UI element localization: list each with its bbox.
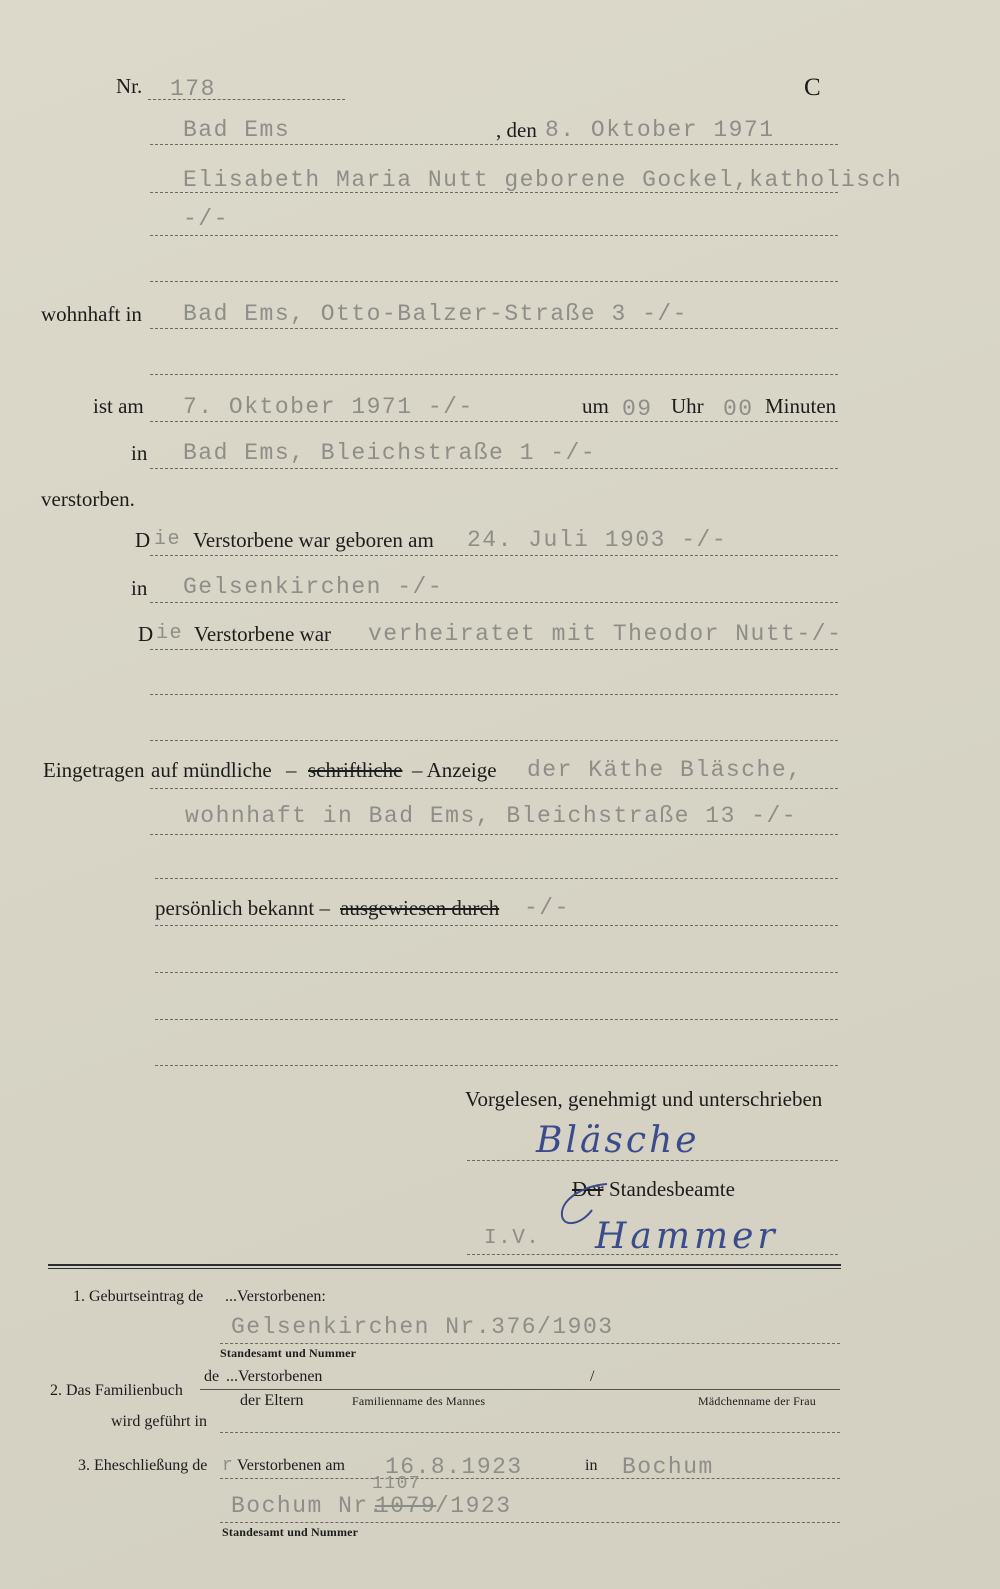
birth-line [150, 555, 838, 556]
item2-wird: wird geführt in [111, 1413, 207, 1430]
date-label: , den [496, 118, 537, 142]
hour-value: 09 [622, 396, 653, 422]
address-line-2 [155, 878, 838, 879]
item2-line [200, 1389, 840, 1390]
birth-ie: ie [154, 528, 182, 551]
marital-line [150, 649, 838, 650]
informant-signature: Bläsche [536, 1120, 700, 1161]
item2-eltern: der Eltern [240, 1392, 304, 1409]
residence-label: wohnhaft in [41, 302, 142, 326]
died-label: ist am [93, 394, 144, 418]
item2-verstorbenen: ...Verstorbenen [226, 1368, 323, 1385]
informant-signature-line [467, 1160, 838, 1161]
report-label-anzeige: – Anzeige [412, 758, 497, 782]
residence-value: Bad Ems, Otto-Balzer-Straße 3 -/- [183, 301, 688, 327]
item2-wird-line [220, 1432, 840, 1433]
residence-line [150, 328, 838, 329]
date-line [150, 144, 838, 145]
report-label-start: Eingetragen [43, 758, 145, 782]
nr-label: Nr. [116, 74, 143, 98]
address-line [150, 834, 838, 835]
section-rule-bottom [48, 1268, 841, 1269]
birth-place-line [150, 602, 838, 603]
registrar-signature-flourish [552, 1180, 642, 1240]
item1-label: 1. Geburtseintrag de [73, 1288, 204, 1305]
report-label-auf: auf mündliche [151, 758, 272, 782]
item1-line [220, 1343, 840, 1344]
marital-line-3 [150, 740, 838, 741]
item3-in: in [585, 1457, 598, 1474]
item2-caption-mann: Familienname des Mannes [352, 1394, 486, 1408]
name-continuation: -/- [183, 206, 229, 232]
item1-value: Gelsenkirchen Nr.376/1903 [231, 1314, 614, 1340]
item4-caption: Standesamt und Nummer [222, 1525, 359, 1539]
nr-line [148, 99, 345, 100]
report-dash: – [286, 758, 297, 782]
uhr-label: Uhr [671, 394, 704, 418]
registrar-signature-line [467, 1254, 838, 1255]
item2-label: 2. Das Familienbuch [50, 1382, 183, 1399]
residence-line-2 [150, 374, 838, 375]
death-place-value: Bad Ems, Bleichstraße 1 -/- [183, 440, 597, 466]
item3-label: 3. Eheschließung de [78, 1457, 208, 1474]
nr-value: 178 [170, 76, 216, 102]
birth-value: 24. Juli 1903 -/- [467, 527, 728, 553]
item4-correction: 1107 [372, 1474, 422, 1494]
marital-label: Verstorbene war [194, 622, 332, 646]
item2-de: de [204, 1368, 220, 1385]
item4-value-struck: 1079 [375, 1493, 437, 1519]
item3-line [220, 1478, 840, 1479]
marital-value: verheiratet mit Theodor Nutt-/- [368, 621, 843, 647]
informant-address: wohnhaft in Bad Ems, Bleichstraße 13 -/- [185, 803, 798, 829]
item2-caption-frau: Mädchenname der Frau [698, 1394, 816, 1408]
item3-date: 16.8.1923 [385, 1454, 523, 1480]
verstorben-label: verstorben. [41, 487, 135, 511]
read-approved-label: Vorgelesen, genehmigt und unterschrieben [465, 1087, 823, 1111]
known-struck: ausgewiesen durch [340, 896, 500, 920]
minuten-label: Minuten [765, 394, 837, 418]
known-value: -/- [524, 895, 570, 921]
known-line [155, 925, 838, 926]
registrar-label: Standesbeamte [609, 1177, 735, 1201]
birth-in-label: in [131, 576, 148, 600]
corner-letter: C [804, 74, 821, 101]
name-line [150, 192, 838, 193]
section-rule-top [48, 1264, 841, 1266]
report-label-struck: schriftliche [308, 758, 403, 782]
name-line-2 [150, 235, 838, 236]
birth-place-value: Gelsenkirchen -/- [183, 574, 444, 600]
item3-tail: Verstorbenen am [237, 1457, 345, 1474]
known-label: persönlich bekannt – [155, 896, 330, 920]
birth-label: Verstorbene war geboren am [193, 528, 434, 552]
marital-d: D [138, 622, 154, 646]
item2-slash: / [590, 1368, 595, 1385]
blank-line-2 [155, 1019, 838, 1020]
blank-line-3 [155, 1065, 838, 1066]
item1-tail: ...Verstorbenen: [225, 1288, 326, 1305]
died-value: 7. Oktober 1971 -/- [183, 394, 474, 420]
death-place-line [150, 468, 838, 469]
item3-r: r [222, 1456, 235, 1476]
place-value: Bad Ems [183, 117, 291, 143]
um-label: um [582, 394, 609, 418]
minute-value: 00 [723, 396, 754, 422]
iv-label: I.V. [484, 1227, 541, 1250]
death-in-label: in [131, 441, 148, 465]
deceased-name: Elisabeth Maria Nutt geborene Gockel,katholisch [183, 167, 903, 193]
item1-caption: Standesamt und Nummer [220, 1346, 357, 1360]
item4-value-b: /1923 [435, 1493, 512, 1519]
date-value: 8. Oktober 1971 [545, 117, 775, 143]
item4-value-a: Bochum Nr. [231, 1493, 385, 1519]
name-line-3 [150, 281, 838, 282]
registrar-label-der: Der [572, 1177, 604, 1201]
marital-ie: ie [156, 622, 184, 645]
birth-d: D [135, 528, 151, 552]
died-line [150, 421, 838, 422]
report-line [150, 788, 838, 789]
marital-line-2 [150, 694, 838, 695]
item4-line [220, 1522, 840, 1523]
informant-value: der Käthe Bläsche, [527, 757, 803, 783]
item3-place: Bochum [622, 1454, 714, 1480]
registrar-signature: Hammer [595, 1216, 779, 1257]
blank-line-1 [155, 972, 838, 973]
